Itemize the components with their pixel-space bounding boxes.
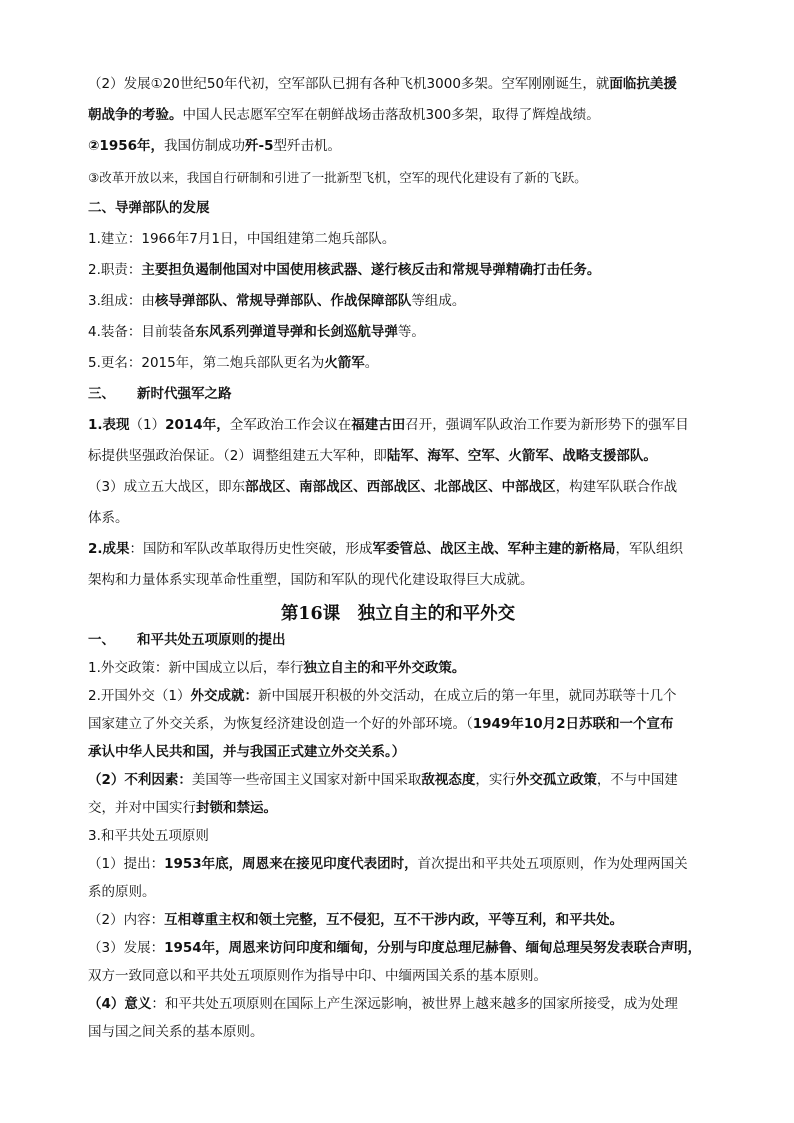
heading-five-principles: 一、 和平共处五项原则的提出: [88, 632, 286, 648]
founding-diplomacy: 2.开国外交（1）外交成就：新中国展开积极的外交活动，在成立后的第一年里，就同苏联等十几个: [88, 688, 677, 704]
founding-diplomacy-cont: 国家建立了外交关系，为恢复经济建设创造一个好的外部环境。（1949年10月2日苏联和一个宣布: [88, 716, 674, 732]
heading-new-era: 三、 新时代强军之路: [88, 386, 232, 402]
lesson-title: 第16课 独立自主的和平外交: [280, 604, 516, 624]
missile-item-5: 5.更名：2015年，第二炮兵部队更名为火箭军。: [88, 355, 379, 371]
unfavorable-factors: （2）不利因素：美国等一些帝国主义国家对新中国采取敌视态度，实行外交孤立政策，不与中国建: [88, 772, 678, 788]
new-era-results: 2.成果：国防和军队改革取得历史性突破，形成军委管总、战区主战、军种主建的新格局，军队组织: [88, 541, 684, 557]
missile-item-1: 1.建立：1966年7月1日，中国组建第二炮兵部队。: [88, 231, 396, 247]
new-era-theaters: （3）成立五大战区，即东部战区、南部战区、西部战区、北部战区、中部战区，构建军队联合作战: [88, 479, 678, 495]
paragraph-1956: ②1956年，我国仿制成功歼-5型歼击机。: [88, 138, 342, 154]
new-era-performance-cont: 标提供坚强政治保证。（2）调整组建五大军种，即陆军、海军、空军、火箭军、战略支援部队。: [88, 448, 657, 464]
five-principles-proposal-cont: 系的原则。: [88, 884, 156, 900]
missile-item-3: 3.组成：由核导弹部队、常规导弹部队、作战保障部队等组成。: [88, 293, 466, 309]
five-principles-proposal: （1）提出：1953年底，周恩来在接见印度代表团时，首次提出和平共处五项原则，作为处理两国关: [88, 856, 688, 872]
five-principles-significance-cont: 国与国之间关系的基本原则。: [88, 1024, 264, 1040]
paragraph-airforce-development: （2）发展①20世纪50年代初，空军部队已拥有各种飞机3000多架。空军刚刚诞生，就面临抗美援: [88, 76, 677, 92]
five-principles-development-cont: 双方一致同意以和平共处五项原则作为指导中印、中缅两国关系的基本原则。: [88, 968, 547, 984]
unfavorable-factors-cont: 交，并对中国实行封锁和禁运。: [88, 800, 277, 816]
five-principles-content: （2）内容：互相尊重主权和领土完整，互不侵犯，互不干涉内政，平等互利，和平共处。: [88, 912, 624, 928]
paragraph-airforce-development-cont: 朝战争的考验。中国人民志愿军空军在朝鲜战场击落敌机300多架，取得了辉煌战绩。: [88, 107, 600, 123]
new-era-theaters-cont: 体系。: [88, 510, 129, 526]
heading-missile-force: 二、导弹部队的发展: [88, 200, 210, 216]
five-principles-heading: 3.和平共处五项原则: [88, 828, 209, 844]
missile-item-2: 2.职责：主要担负遏制他国对中国使用核武器、遂行核反击和常规导弹精确打击任务。: [88, 262, 601, 278]
paragraph-reform-era: ③改革开放以来，我国自行研制和引进了一批新型飞机，空军的现代化建设有了新的飞跃。: [88, 170, 587, 185]
five-principles-development: （3）发展：1954年，周恩来访问印度和缅甸，分别与印度总理尼赫鲁、缅甸总理吴努发表联合声明，: [88, 940, 702, 956]
five-principles-significance: （4）意义：和平共处五项原则在国际上产生深远影响，被世界上越来越多的国家所接受，成为处理: [88, 996, 678, 1012]
document-page: [88, 76, 708, 1041]
missile-item-4: 4.装备：目前装备东风系列弹道导弹和长剑巡航导弹等。: [88, 324, 425, 340]
new-era-results-cont: 架构和力量体系实现革命性重塑，国防和军队的现代化建设取得巨大成就。: [88, 572, 534, 588]
foreign-policy: 1.外交政策：新中国成立以后，奉行独立自主的和平外交政策。: [88, 660, 466, 676]
new-era-performance: 1.表现（1）2014年，全军政治工作会议在福建古田召开，强调军队政治工作要为新形势下的强军目: [88, 417, 689, 433]
founding-diplomacy-soviet: 承认中华人民共和国，并与我国正式建立外交关系。）: [88, 744, 406, 760]
